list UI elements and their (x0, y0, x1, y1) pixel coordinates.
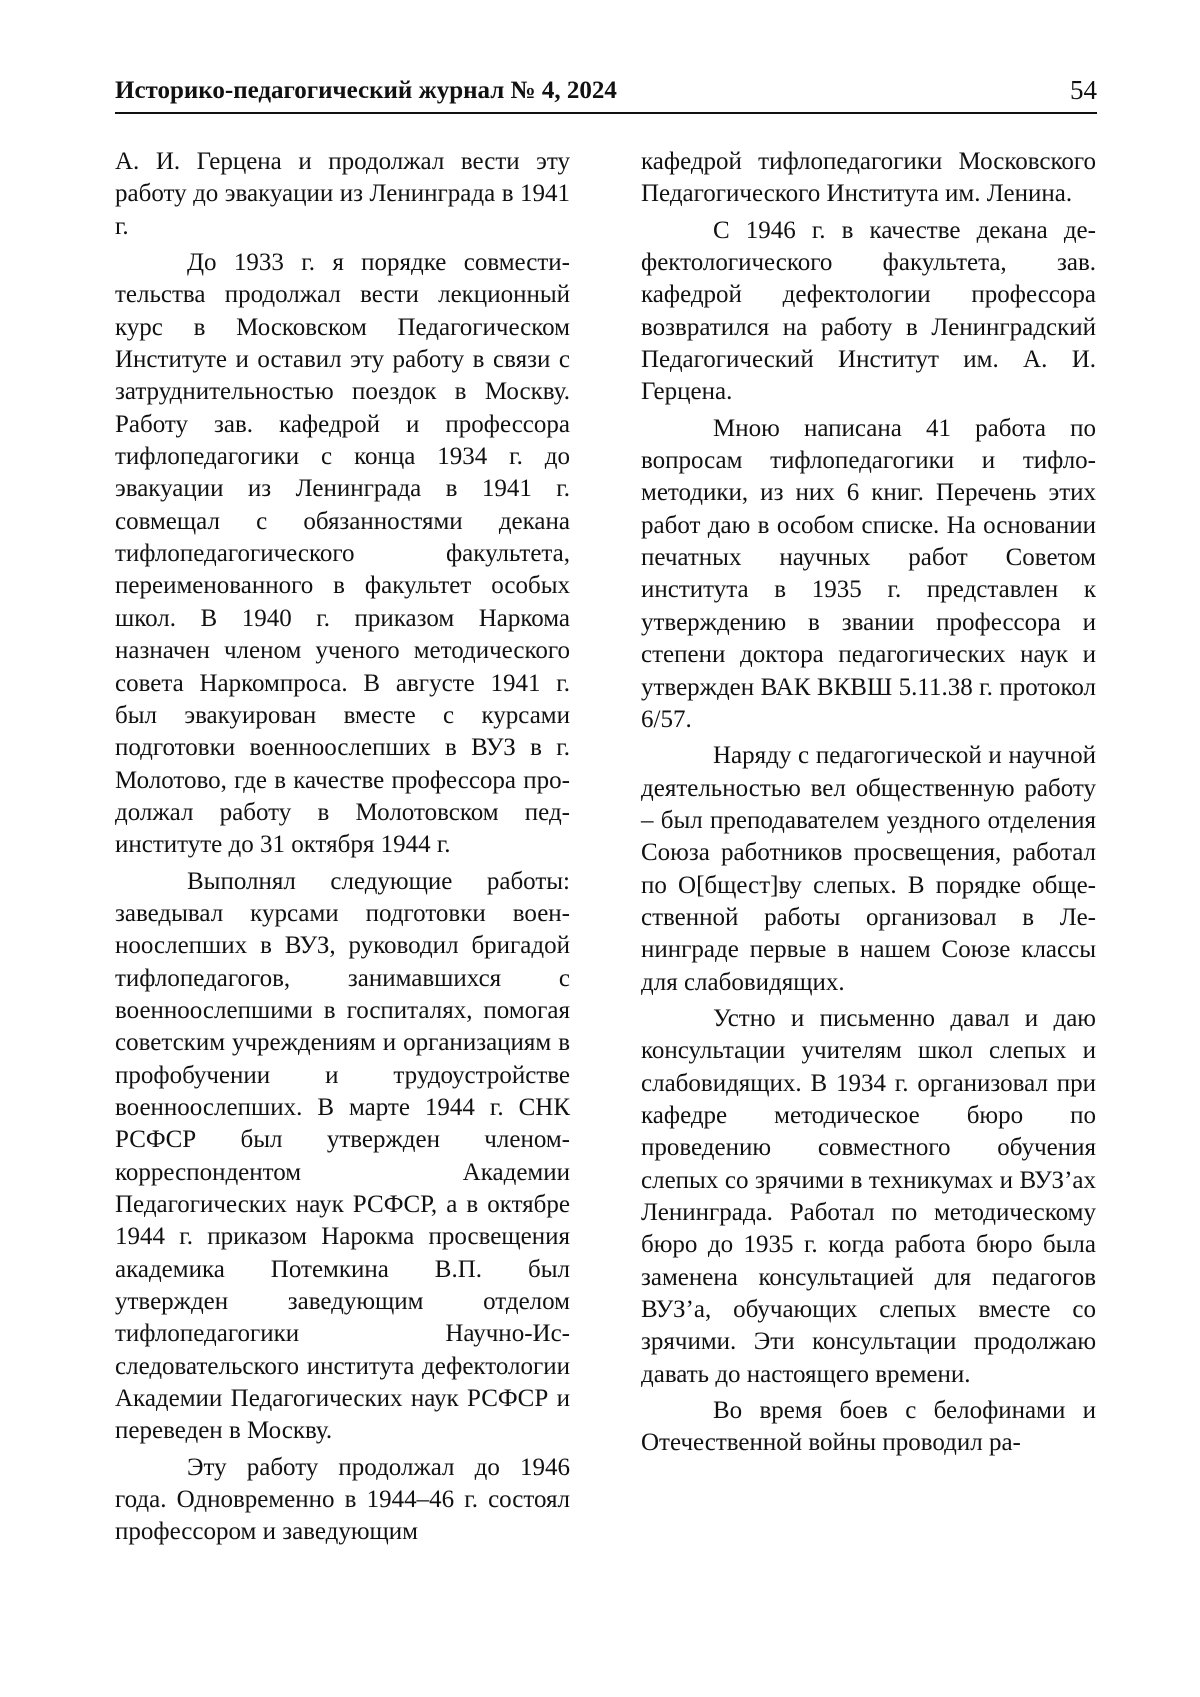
paragraph: Устно и письменно давал и даю консультации учителям школ слепых и слабовидящих. В 1934 г. организовал при кафедре методическое бюро по проведению совместного обучения слепых со зрячими в техникумах и ВУЗ’ах Ленинграда. Работал по методическому бюро до 1935 г. когда работа бюро была заменена консультацией для педагогов ВУЗ’а, обучающих слепых вместе со зрячими. Эти консультации продолжаю давать до настоящего времени. (641, 1004, 1096, 1388)
left-column (115, 146, 570, 1549)
paragraph: кафедрой тифлопедагогики Московского Педагогического Института им. Ленина. (641, 148, 1096, 208)
paragraph: Мною написана 41 работа по вопросам тифлопедагогики и тифлометодики, из них 6 книг. Перечень этих работ даю в особом списке. На основании печатных научных работ Советом института в 1935 г. представлен к утверждению в звании профессора и степени доктора педагогических наук и утвержден ВАК ВКВШ 5.11.38 г. протокол 6/57. (641, 414, 1096, 733)
paragraph: Выполнял следующие работы: заведывал курсами подготовки военноослепших в ВУЗ, руководил бригадой тифлопедагогов, занимавшихся с военноослепшими в госпиталях, помогая советским учреждениям и организациям в профобучении и трудоустройстве военноослепших. В марте 1944 г. СНК РСФСР был утвержден членом-корреспондентом Академии Педагогических наук РСФСР, а в октябре 1944 г. приказом Нарокма просвещения академика Потемкина В.П. был утвержден заведующим отделом тифлопедагогики Научно-Исследовательского института дефектологии Академии Педагогических наук РСФСР и переведен в Москву. (115, 867, 570, 1445)
paragraph: Во время боев с белофинами и Отечественной войны проводил ра- (641, 1397, 1096, 1457)
paragraph: А. И. Герцена и продолжал вести эту работу до эвакуации из Ленинграда в 1941 г. (115, 148, 570, 240)
journal-title: Историко-педагогический журнал № 4, 2024 (115, 77, 617, 104)
right-column (641, 146, 1096, 1460)
paragraph: До 1933 г. я порядке совместительства продолжал вести лекционный курс в Московском Педагогическом Институте и оставил эту работу в связи с затруднительностью поездок в Москву. Работу зав. кафедрой и профессора тифлопедагогики с конца 1934 г. до эвакуации из Ленинграда в 1941 г. совмещал с обязанностями декана тифлопедагогического факультета, переименованного в факультет особых школ. В 1940 г. приказом Наркома назначен членом ученого методического совета Наркомпроса. В августе 1941 г. был эвакуирован вместе с курсами подготовки военноослепших в ВУЗ в г. Молотово, где в качестве профессора продолжал работу в Молотовском пединституте до 31 октября 1944 г. (115, 249, 570, 859)
paragraph: С 1946 г. в качестве декана дефектологического факультета, зав. кафедрой дефектологии профессора возвратился на работу в Ленинградский Педагогический Институт им. А. И. Герцена. (641, 216, 1096, 406)
paragraph: Наряду с педагогической и научной деятельностью вел общественную работу – был преподавателем уездного отделения Союза работников просвещения, работал по О[бщест]ву слепых. В порядке общественной работы организовал в Ленинграде первые в нашем Союзе классы для слабовидящих. (641, 742, 1096, 996)
paragraph: Эту работу продолжал до 1946 года. Одновременно в 1944–46 г. состоял профессором и заведующим (115, 1453, 570, 1546)
page-number: 54 (1070, 75, 1097, 105)
page-header (115, 76, 1097, 114)
